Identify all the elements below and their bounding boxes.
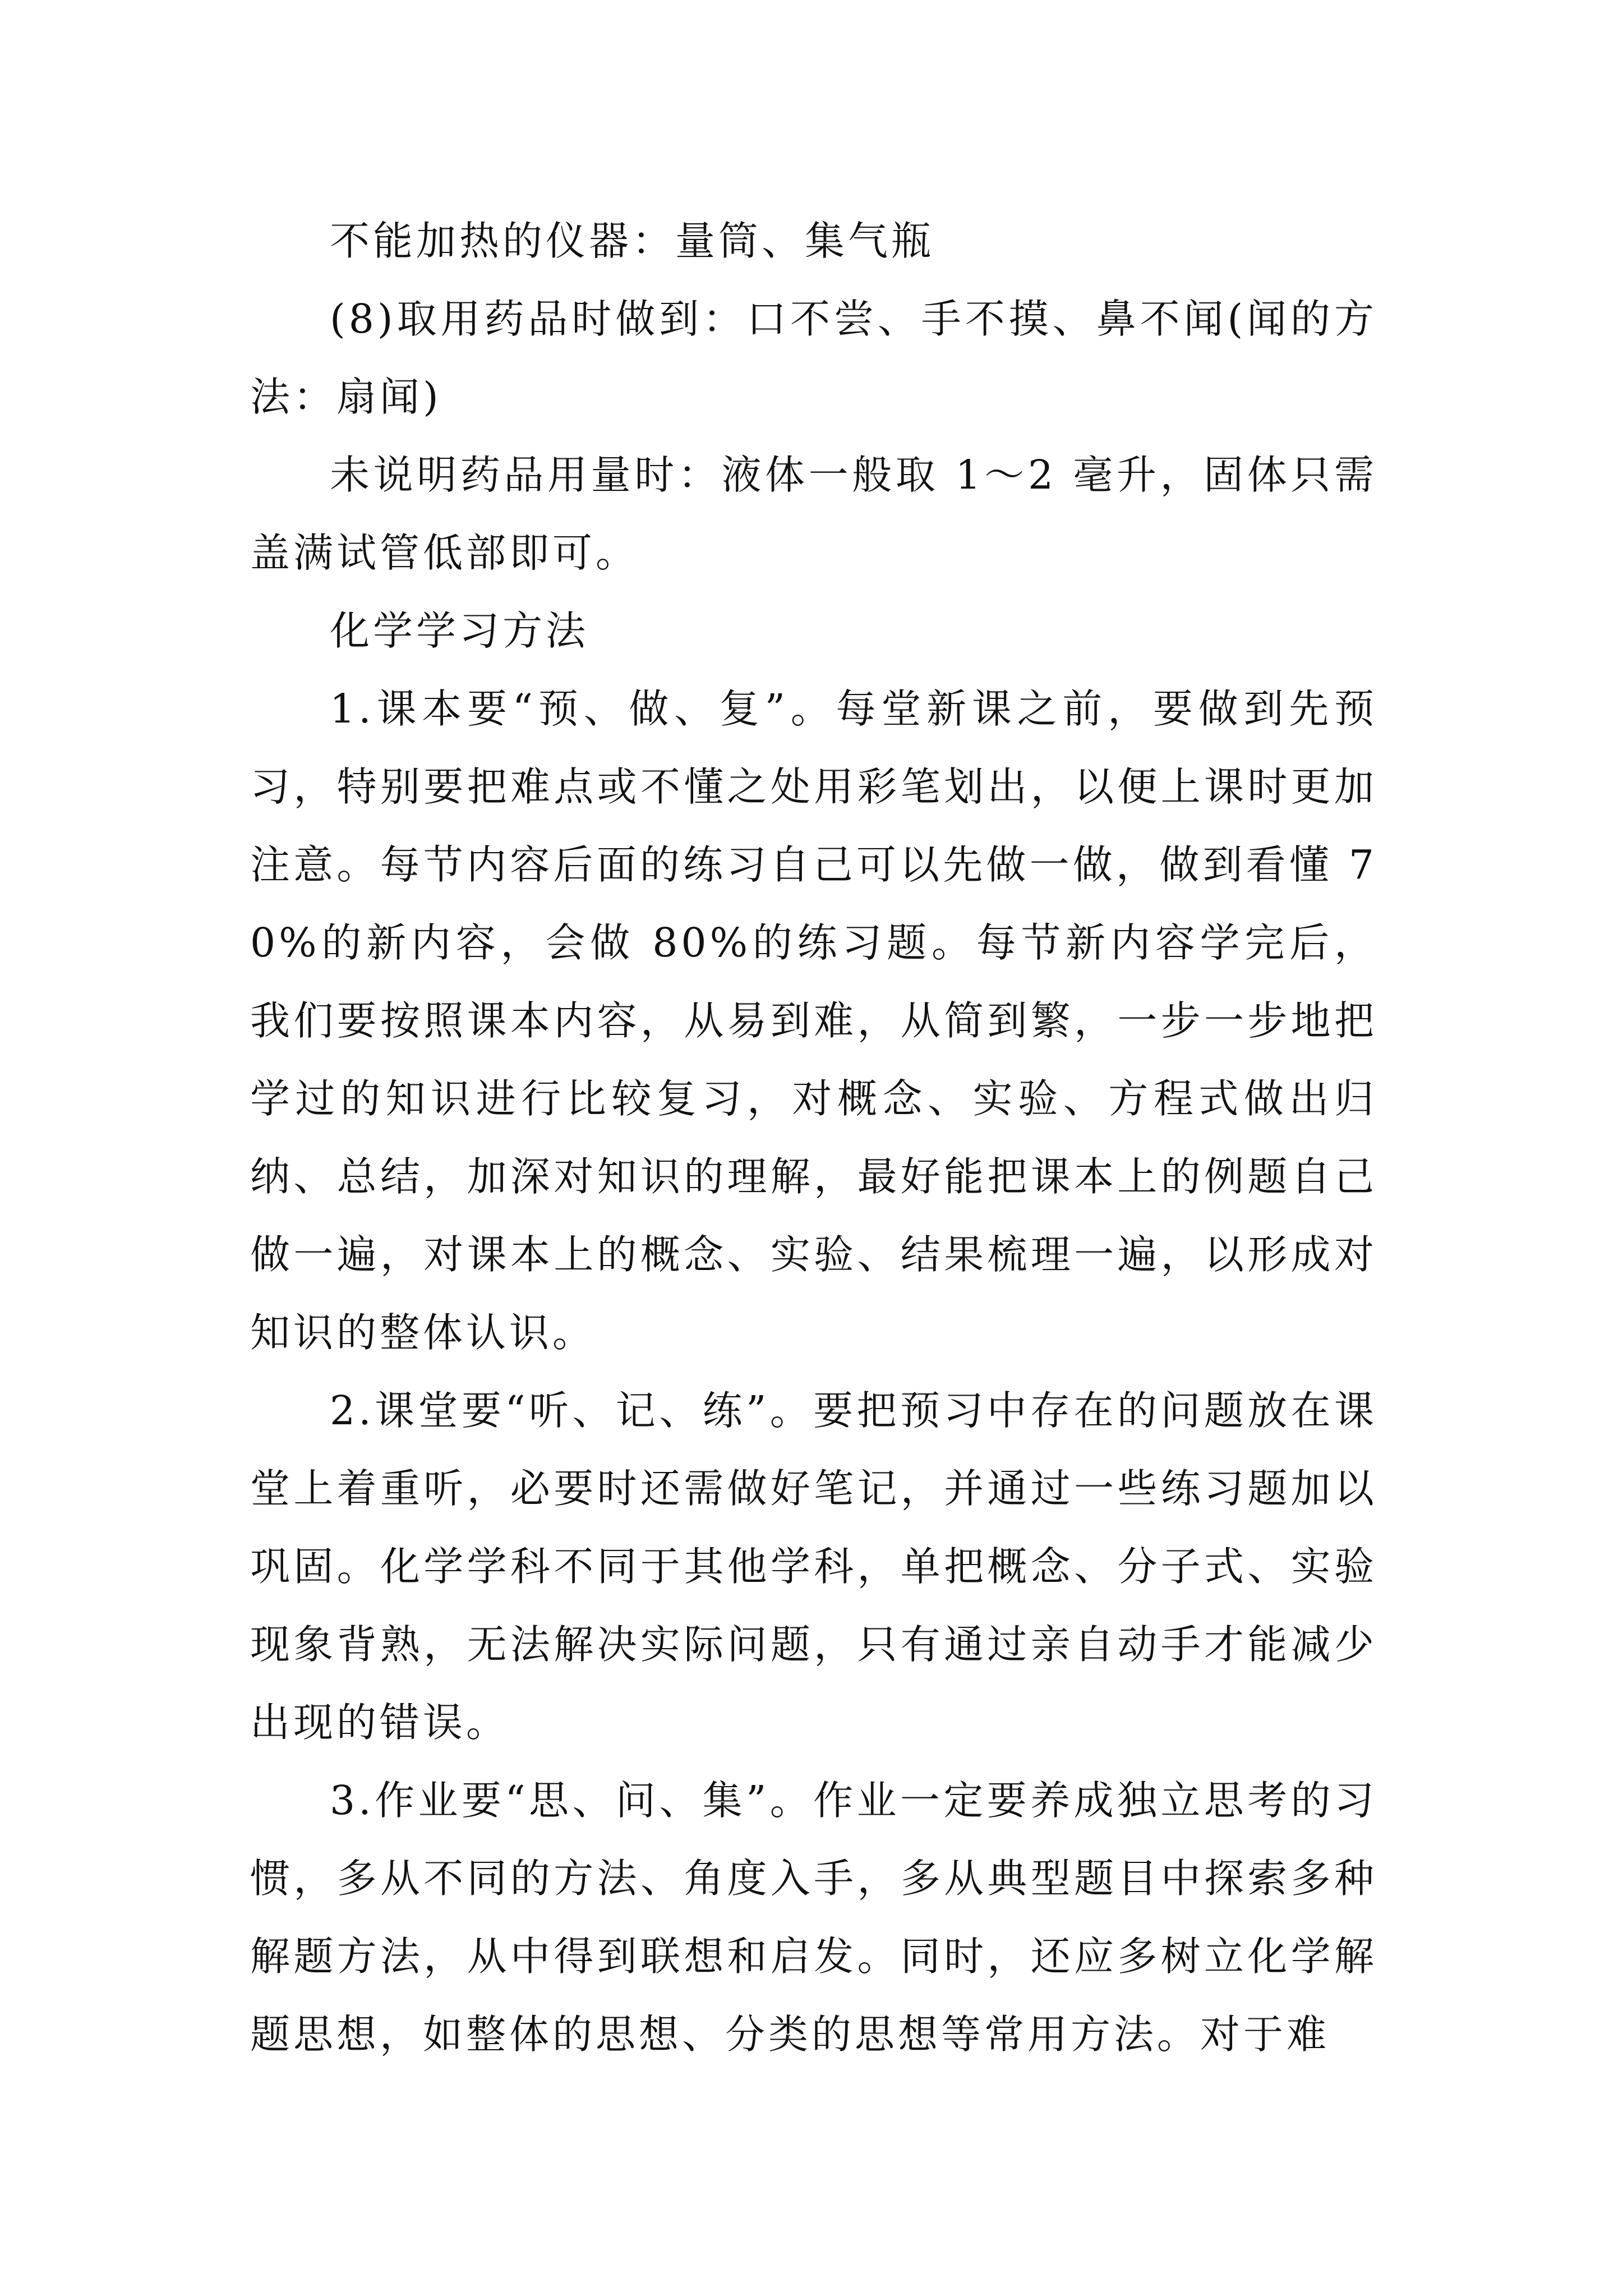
paragraph-textbook-method: 1.课本要“预、做、复”。每堂新课之前，要做到先预习，特别要把难点或不懂之处用彩笔划出，以便上课时更加注意。每节内容后面的练习自己可以先做一做，做到看懂 70%的新内容，会做 80%的练习题。每节新内容学完后，我们要按照课本内容，从易到难，从简到繁，一步一步地把学过的知识进行比较复习，对概念、实验、方程式做出归纳、总结，加深对知识的理解，最好能把课本上的例题自己做一遍，对课本上的概念、实验、结果梳理一遍，以形成对知识的整体认识。 [250, 685, 1377, 1356]
document-body [250, 202, 1377, 2073]
paragraph-drug-handling-rule: (8)取用药品时做到：口不尝、手不摸、鼻不闻(闻的方法：扇闻) [250, 296, 1377, 420]
paragraph-homework-method: 3.作业要“思、问、集”。作业一定要养成独立思考的习惯，多从不同的方法、角度入手，多从典型题目中探索多种解题方法，从中得到联想和启发。同时，还应多树立化学解题思想，如整体的思想、分类的思想等常用方法。对于难 [250, 1777, 1377, 2058]
paragraph-classroom-method: 2.课堂要“听、记、练”。要把预习中存在的问题放在课堂上着重听，必要时还需做好笔记，并通过一些练习题加以巩固。化学学科不同于其他学科，单把概念、分子式、实验现象背熟，无法解决实际问题，只有通过亲自动手才能减少出现的错误。 [250, 1387, 1377, 1746]
section-heading-study-methods: 化学学习方法 [330, 608, 589, 654]
paragraph-non-heatable-instruments: 不能加热的仪器：量筒、集气瓶 [330, 218, 935, 264]
paragraph-drug-dosage: 未说明药品用量时：液体一般取 1～2 毫升，固体只需盖满试管低部即可。 [250, 452, 1377, 576]
